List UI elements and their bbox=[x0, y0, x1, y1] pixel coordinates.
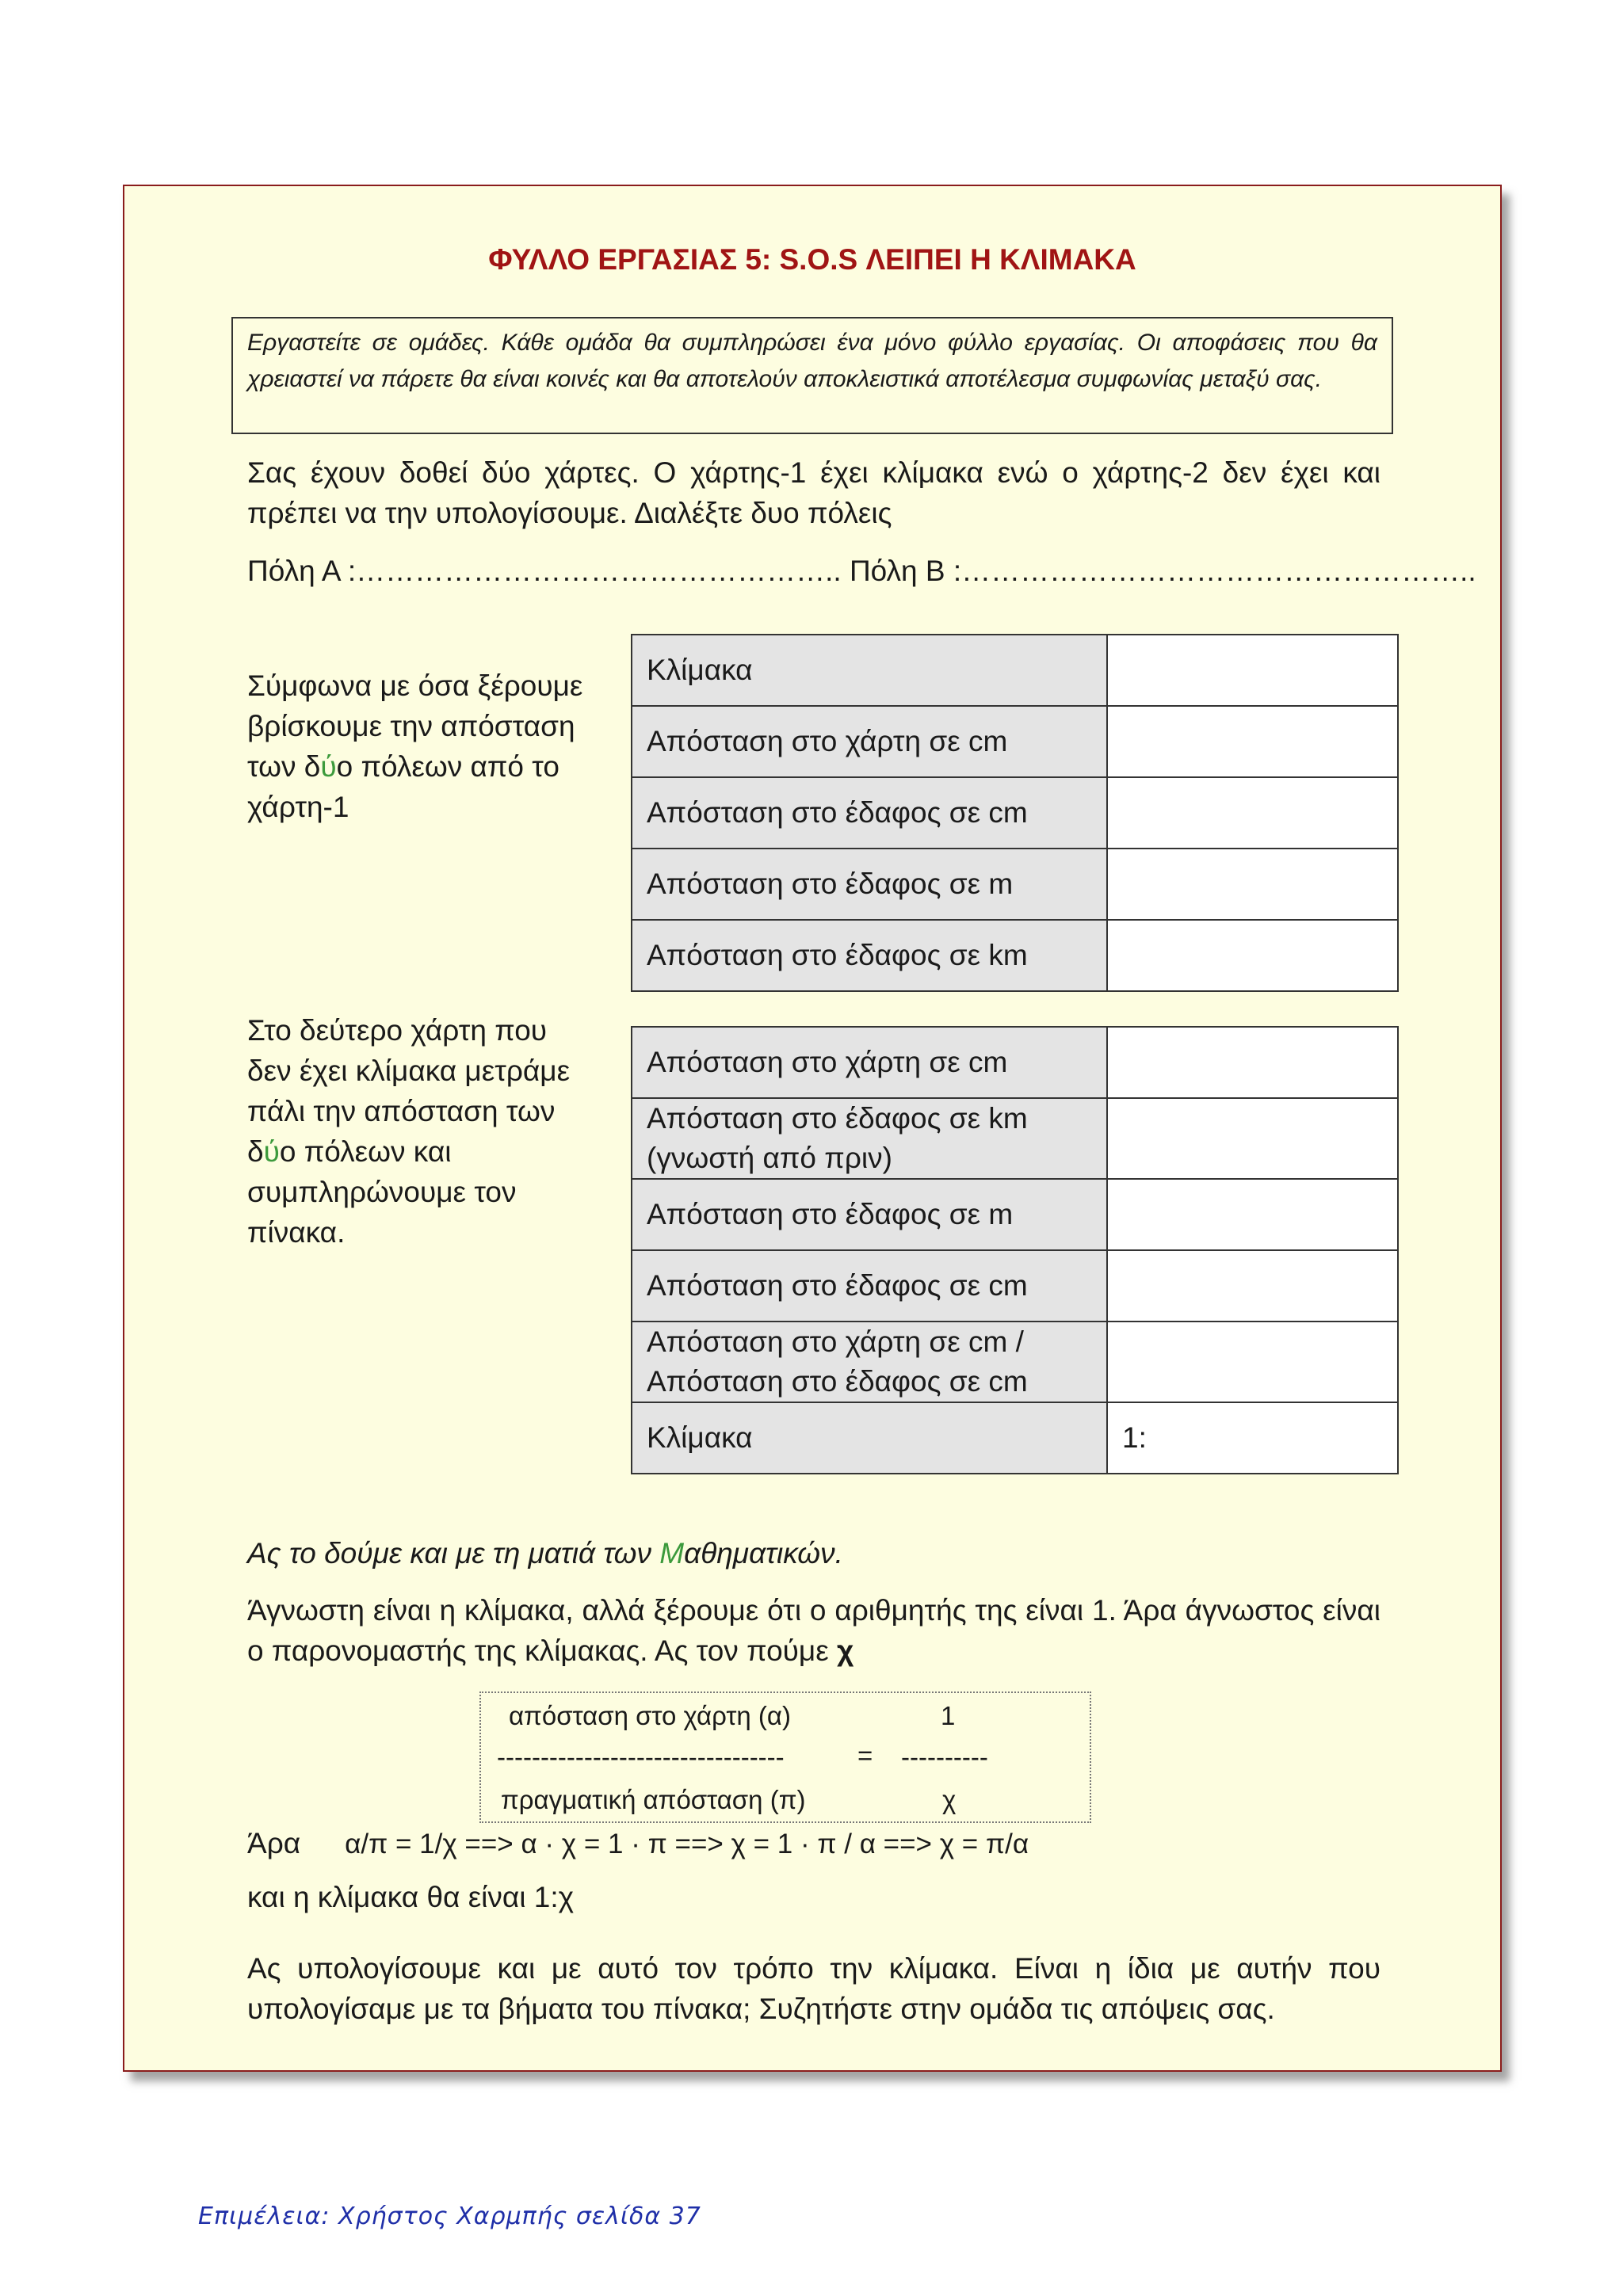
section1-row-label-text: Κλίμακα bbox=[647, 654, 753, 686]
section2-row-label bbox=[632, 1098, 1107, 1179]
section2-table bbox=[631, 1026, 1399, 1474]
section1-row-label bbox=[632, 635, 1107, 706]
section2-row-label-text: Απόσταση στο χάρτη σε cm / bbox=[647, 1325, 1024, 1358]
math-paragraph-text: Άγνωστη είναι η κλίμακα, αλλά ξέρουμε ότι ο αριθμητής της είναι 1. Άρα άγνωστος είναι ο παρονομαστής της κλίμακας. Ας τον πούμε bbox=[247, 1594, 1381, 1667]
section1-text-a: Σύμφωνα με όσα ξέρουμε βρίσκουμε την απόσταση των δ bbox=[247, 669, 583, 783]
instructions-box: Εργαστείτε σε ομάδες. Κάθε ομάδα θα συμπληρώσει ένα μόνο φύλλο εργασίας. Οι αποφάσεις που θα χρειαστεί να πάρετε θα είναι κοινές και θα αποτελούν αποκλειστικά αποτέλεσμα συμφωνίας μεταξύ σας. bbox=[231, 317, 1393, 434]
section2-text-pre: δ bbox=[247, 1135, 264, 1168]
section1-row bbox=[632, 706, 1398, 777]
section1-row bbox=[632, 920, 1398, 991]
section2-text-a: Στο δεύτερο χάρτη που δεν έχει κλίμακα μετράμε πάλι την απόσταση των bbox=[247, 1014, 571, 1127]
section1-text-b: ο πόλεων από το χάρτη-1 bbox=[247, 750, 559, 823]
scale-line: και η κλίμακα θα είναι 1:χ bbox=[247, 1881, 575, 1913]
page-footer: Επιμέλεια: Χρήστος Χαρμπής σελίδα 37 bbox=[198, 2203, 701, 2230]
section2-row-label-text: Απόσταση στο έδαφος σε km bbox=[647, 1102, 1028, 1135]
fraction-line-left: --------------------------------- bbox=[497, 1742, 785, 1772]
section1-row bbox=[632, 635, 1398, 706]
worksheet-title: ΦΥΛΛΟ ΕΡΓΑΣΙΑΣ 5: S.O.S ΛΕΙΠΕΙ Η ΚΛΙΜΑΚΑ bbox=[488, 243, 1136, 276]
section1-row-value-cell[interactable] bbox=[1107, 777, 1398, 849]
section1-row-label-text: Απόσταση στο έδαφος σε km bbox=[647, 939, 1028, 971]
section2-row bbox=[632, 1027, 1398, 1098]
section1-row-label-text: Απόσταση στο χάρτη σε cm bbox=[647, 725, 1008, 757]
fraction-numerator-value: 1 bbox=[941, 1701, 956, 1730]
math-heading-a: Ας το δούμε και με τη ματιά των bbox=[247, 1537, 660, 1569]
section2-row-label-text: Απόσταση στο έδαφος σε cm bbox=[647, 1269, 1028, 1302]
math-paragraph bbox=[247, 1590, 1381, 1671]
city-line: Πόλη Α :………………………………………….. Πόλη Β :…………………………………………….. bbox=[247, 555, 1476, 587]
section1-row bbox=[632, 849, 1398, 920]
section2-row bbox=[632, 1402, 1398, 1474]
section1-row-value-cell[interactable] bbox=[1107, 706, 1398, 777]
section2-row bbox=[632, 1250, 1398, 1322]
fraction-equals: = bbox=[857, 1741, 873, 1770]
section2-row-value-cell[interactable] bbox=[1107, 1179, 1398, 1250]
section2-row-label bbox=[632, 1250, 1107, 1322]
ara-formula: α/π = 1/χ ==> α · χ = 1 · π ==> χ = 1 · π / α ==> χ = π/α bbox=[345, 1829, 1029, 1859]
fraction-line-right: ---------- bbox=[901, 1742, 988, 1772]
worksheet-panel bbox=[123, 185, 1502, 2072]
closing-paragraph: Ας υπολογίσουμε και με αυτό τον τρόπο την κλίμακα. Είναι η ίδια με αυτήν που υπολογίσαμε με τα βήματα του πίνακα; Συζητήστε στην ομάδα τις απόψεις σας. bbox=[247, 1952, 1381, 2025]
ara-word: Άρα bbox=[247, 1827, 301, 1859]
section1-table bbox=[631, 634, 1399, 992]
section2-row-label bbox=[632, 1402, 1107, 1474]
section2-row-label bbox=[632, 1027, 1107, 1098]
fraction-denominator-label: πραγματική απόσταση (π) bbox=[501, 1785, 806, 1814]
math-heading bbox=[247, 1533, 1381, 1573]
section1-row-label bbox=[632, 920, 1107, 991]
section1-row-label bbox=[632, 849, 1107, 920]
fraction-numerator-label: απόσταση στο χάρτη (α) bbox=[509, 1701, 791, 1730]
section2-row-label bbox=[632, 1179, 1107, 1250]
section2-row-label-text-2: (γνωστή από πριν) bbox=[647, 1142, 892, 1174]
fraction-denominator-value: χ bbox=[942, 1785, 957, 1814]
intro-paragraph: Σας έχουν δοθεί δύο χάρτες. Ο χάρτης-1 έχει κλίμακα ενώ ο χάρτης-2 δεν έχει και πρέπει να την υπολογίσουμε. Διαλέξτε δυο πόλεις bbox=[247, 456, 1381, 529]
section1-row-value-cell[interactable] bbox=[1107, 635, 1398, 706]
section2-row-value-cell[interactable] bbox=[1107, 1098, 1398, 1179]
section2-row-value-cell[interactable] bbox=[1107, 1027, 1398, 1098]
section2-row bbox=[632, 1098, 1398, 1179]
math-heading-b: αθηματικών. bbox=[684, 1537, 843, 1569]
section1-row bbox=[632, 777, 1398, 849]
section1-row-label bbox=[632, 706, 1107, 777]
section2-row bbox=[632, 1322, 1398, 1402]
section2-text bbox=[247, 1010, 596, 1253]
section2-row-label-text: Απόσταση στο έδαφος σε m bbox=[647, 1198, 1014, 1230]
section1-row-label bbox=[632, 777, 1107, 849]
section1-row-label-text: Απόσταση στο έδαφος σε m bbox=[647, 868, 1014, 900]
section2-row-label-text: Κλίμακα bbox=[647, 1421, 753, 1454]
section2-text-green: ύ bbox=[263, 1135, 280, 1168]
section1-text-green: ύ bbox=[320, 750, 337, 783]
section2-row-label-text: Απόσταση στο χάρτη σε cm bbox=[647, 1046, 1008, 1078]
math-x-variable: χ bbox=[836, 1634, 854, 1667]
section1-row-label-text: Απόσταση στο έδαφος σε cm bbox=[647, 796, 1028, 829]
section2-row-value-cell[interactable] bbox=[1107, 1250, 1398, 1322]
section2-text-b: ο πόλεων και συμπληρώνουμε τον πίνακα. bbox=[247, 1135, 517, 1249]
section2-row-label-text-2: Απόσταση στο έδαφος σε cm bbox=[647, 1365, 1028, 1398]
section2-row bbox=[632, 1179, 1398, 1250]
fraction-box bbox=[479, 1691, 1091, 1823]
section2-row-value-cell[interactable] bbox=[1107, 1322, 1398, 1402]
math-heading-green: Μ bbox=[659, 1537, 685, 1569]
ara-line bbox=[247, 1823, 1381, 1864]
section2-row-label bbox=[632, 1322, 1107, 1402]
section2-row-value-cell[interactable]: 1: bbox=[1107, 1402, 1398, 1474]
section1-text bbox=[247, 666, 596, 827]
section1-row-value-cell[interactable] bbox=[1107, 920, 1398, 991]
section1-row-value-cell[interactable] bbox=[1107, 849, 1398, 920]
